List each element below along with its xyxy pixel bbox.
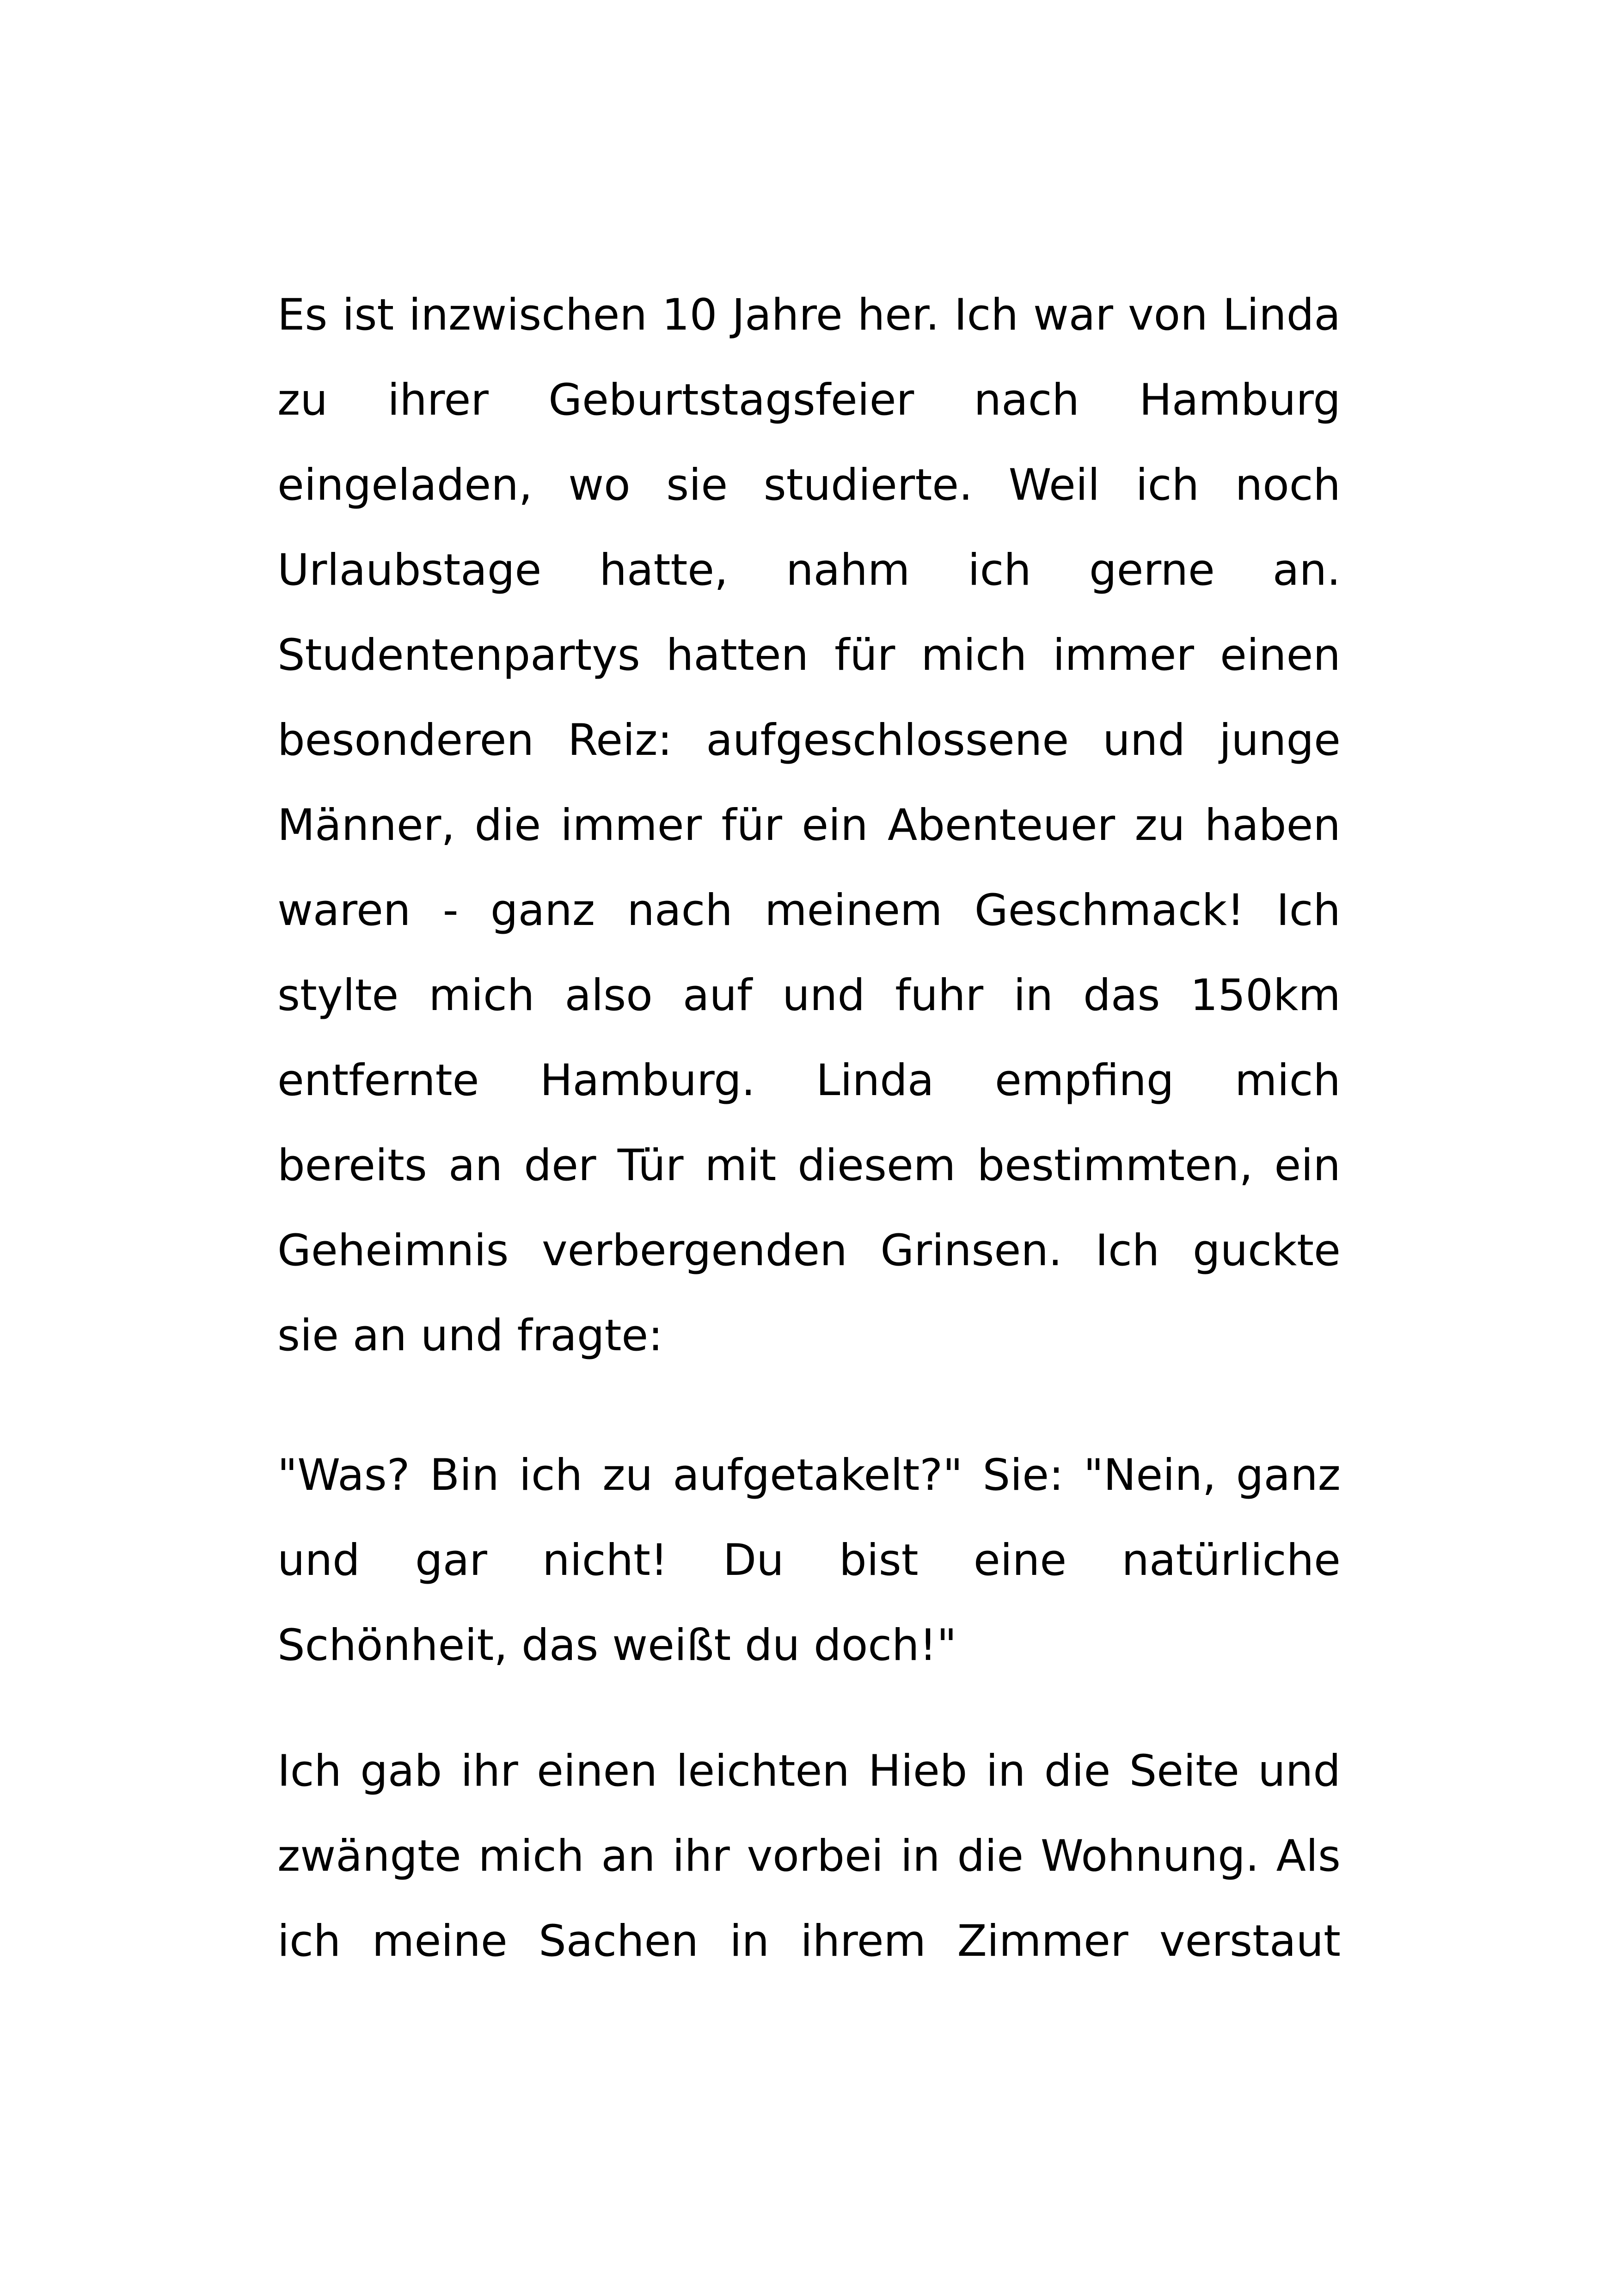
paragraph-line: Ich gab ihr einen leichten Hieb in die Seite und: [277, 1746, 1341, 1796]
paragraph-line: zwängte mich an ihr vorbei in die Wohnung. Als: [277, 1831, 1341, 1881]
paragraph-line: und gar nicht! Du bist eine natürliche: [277, 1535, 1341, 1586]
paragraph-line: Männer, die immer für ein Abenteuer zu haben: [277, 800, 1341, 851]
paragraph-line: besonderen Reiz: aufgeschlossene und junge: [277, 715, 1341, 765]
paragraph-line: Urlaubstage hatte, nahm ich gerne an.: [277, 545, 1341, 595]
paragraph-2: [277, 1433, 1341, 1688]
paragraph-line: bereits an der Tür mit diesem bestimmten, ein: [277, 1140, 1341, 1191]
paragraph-line: Geheimnis verbergenden Grinsen. Ich guckte: [277, 1225, 1341, 1276]
paragraph-line: eingeladen, wo sie studierte. Weil ich noch: [277, 460, 1341, 510]
paragraph-line: Schönheit, das weißt du doch!": [277, 1620, 957, 1671]
paragraph-line: Es ist inzwischen 10 Jahre her. Ich war von Linda: [277, 290, 1341, 340]
paragraph-line: ich meine Sachen in ihrem Zimmer verstaut: [277, 1916, 1341, 1966]
paragraph-line: waren - ganz nach meinem Geschmack! Ich: [277, 885, 1341, 936]
paragraph-line: sie an und fragte:: [277, 1310, 663, 1361]
paragraph-line: Studentenpartys hatten für mich immer einen: [277, 630, 1341, 680]
paragraph-line: stylte mich also auf und fuhr in das 150km: [277, 970, 1341, 1021]
paragraph-line: zu ihrer Geburtstagsfeier nach Hamburg: [277, 375, 1341, 425]
paragraph-line: entfernte Hamburg. Linda empfing mich: [277, 1055, 1341, 1106]
paragraph-line: "Was? Bin ich zu aufgetakelt?" Sie: "Nein, ganz: [277, 1450, 1341, 1500]
paragraph-1: [277, 273, 1341, 1378]
paragraph-3: [277, 1729, 1341, 1984]
